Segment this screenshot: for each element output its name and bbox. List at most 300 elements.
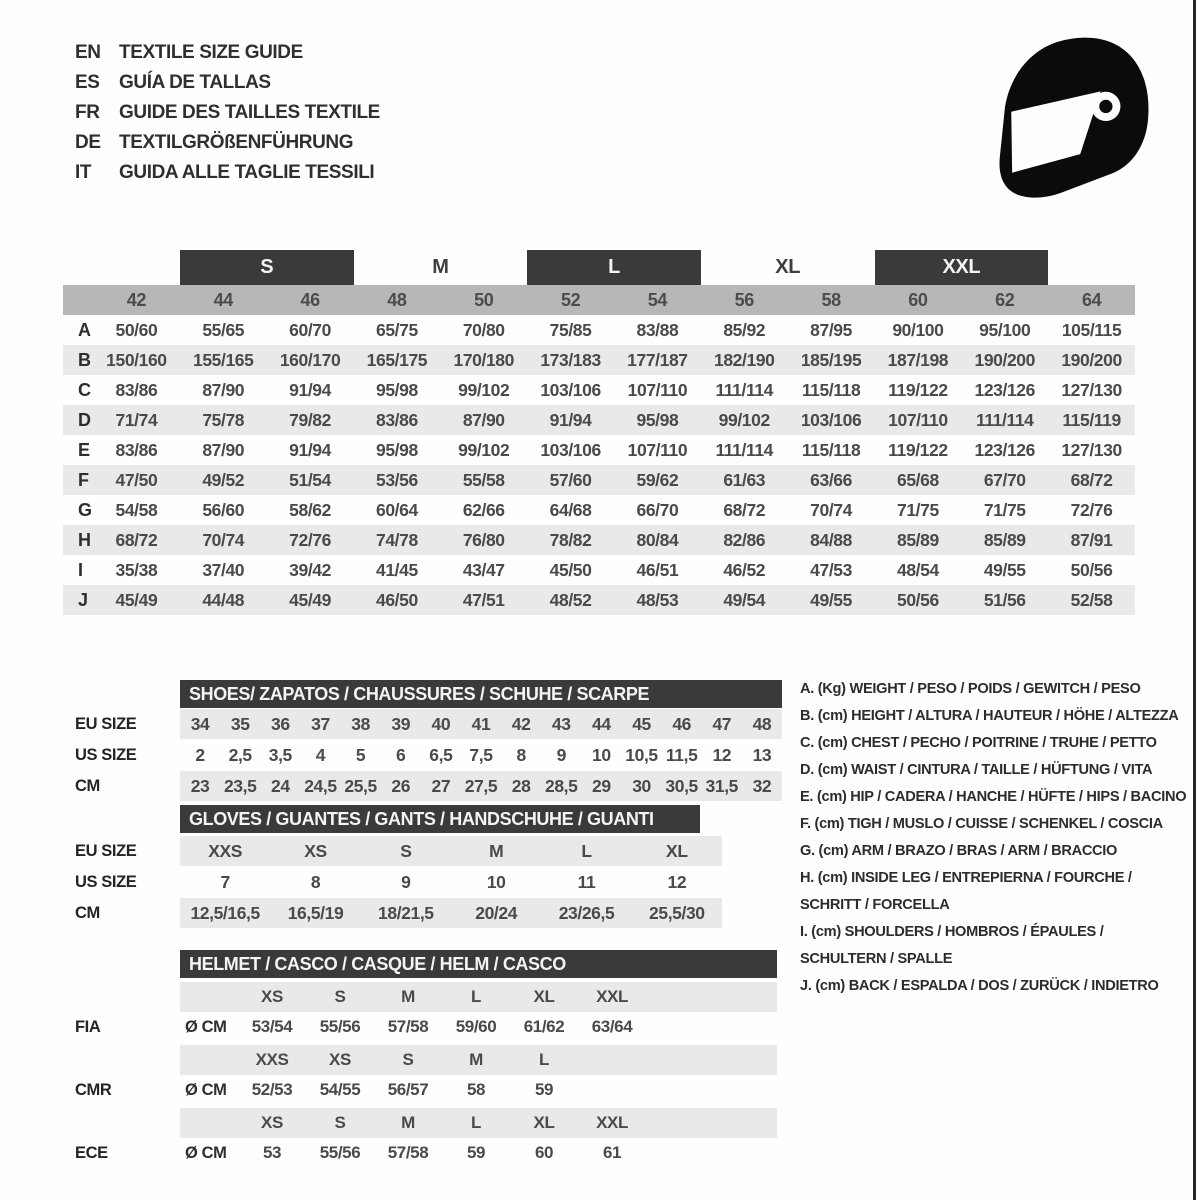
size-value: 65/68 <box>897 470 939 490</box>
numeric-size: 62 <box>995 290 1015 310</box>
measurement-row <box>63 405 1135 435</box>
row-label: J <box>78 590 88 610</box>
size-value: 165/175 <box>366 350 428 370</box>
size-value: 115/119 <box>1062 410 1121 430</box>
size-value: 58/62 <box>289 500 331 520</box>
language-title-block <box>75 38 380 188</box>
size-value: 45/49 <box>115 590 158 610</box>
row-label: US SIZE <box>75 746 137 764</box>
measurement-row <box>63 345 1135 375</box>
glove-size-value: S <box>400 841 412 861</box>
helmet-size-label: L <box>539 1050 549 1069</box>
size-value: 91/94 <box>549 410 592 430</box>
measurement-row <box>63 555 1135 585</box>
shoe-size-value: 30,5 <box>665 776 698 796</box>
size-value: 49/55 <box>810 590 852 610</box>
size-value: 95/98 <box>376 380 418 400</box>
size-value: 84/88 <box>810 530 852 550</box>
size-value: 76/80 <box>462 530 505 550</box>
shoe-size-value: 28,5 <box>545 776 578 796</box>
diameter-unit: Ø CM <box>185 1144 227 1162</box>
ece-sizes-row <box>180 1108 777 1138</box>
size-value: 99/102 <box>458 380 510 400</box>
size-value: 60/70 <box>289 320 331 340</box>
language-row <box>75 98 380 128</box>
shoe-size-value: 10 <box>592 745 611 765</box>
numeric-size-spacer <box>63 285 93 315</box>
size-value: 48/53 <box>636 590 679 610</box>
diameter-unit: Ø CM <box>185 1081 227 1099</box>
helmet-size-label: L <box>471 987 481 1006</box>
legend-line: J. (cm) BACK / ESPALDA / DOS / ZURÜCK / INDIETRO <box>800 978 1159 994</box>
row-label: E <box>78 440 90 460</box>
shoe-size-value: 2,5 <box>228 745 252 765</box>
size-value: 49/55 <box>983 560 1026 580</box>
glove-size-value: 7 <box>220 872 230 892</box>
shoe-size-value: 44 <box>592 714 611 734</box>
shoe-size-value: 35 <box>230 714 250 734</box>
measurement-legend <box>800 676 1198 1000</box>
row-label: CM <box>75 777 100 795</box>
size-value: 50/56 <box>897 590 939 610</box>
helmet-size-value: 52/53 <box>251 1080 293 1099</box>
glove-size-value: 16,5/19 <box>287 903 344 923</box>
size-value: 87/90 <box>202 380 245 400</box>
helmet-size-label: S <box>402 1050 414 1069</box>
cmr-values-row <box>180 1075 777 1105</box>
size-value: 82/86 <box>723 530 766 550</box>
helmet-size-value: 55/56 <box>319 1017 361 1036</box>
size-value: 35/38 <box>115 560 158 580</box>
helmet-size-value: 61/62 <box>523 1017 565 1036</box>
size-group-xl: XL <box>775 256 801 278</box>
size-value: 90/100 <box>892 320 944 340</box>
size-value: 44/48 <box>202 590 245 610</box>
row-label: I <box>78 560 83 580</box>
size-group-header <box>63 250 1135 285</box>
gloves-rows <box>63 836 722 929</box>
shoe-size-value: 12 <box>712 745 732 765</box>
size-value: 46/50 <box>376 590 418 610</box>
size-value: 87/91 <box>1070 530 1113 550</box>
ece-values-row <box>180 1138 777 1168</box>
size-value: 95/100 <box>979 320 1031 340</box>
shoes-row <box>63 740 782 770</box>
shoe-size-value: 4 <box>315 745 326 765</box>
size-value: 50/56 <box>1070 560 1113 580</box>
legend-line: SCHRITT / FORCELLA <box>800 897 950 913</box>
helmet-size-value: 54/55 <box>319 1080 361 1099</box>
glove-size-value: 11 <box>577 872 596 892</box>
row-label: D <box>78 410 91 430</box>
size-value: 74/78 <box>376 530 418 550</box>
size-value: 107/110 <box>627 440 688 460</box>
legend-line: E. (cm) HIP / CADERA / HANCHE / HÜFTE / HIPS / BACINO <box>800 789 1187 805</box>
standard-label-ece: ECE <box>75 1144 108 1162</box>
size-value: 87/90 <box>462 410 505 430</box>
size-value: 51/54 <box>289 470 331 490</box>
size-value: 111/114 <box>975 410 1034 430</box>
size-value: 72/76 <box>289 530 331 550</box>
shoe-size-value: 48 <box>752 714 772 734</box>
helmet-size-value: 60 <box>534 1143 554 1162</box>
unit-spacer <box>180 1045 238 1075</box>
size-value: 79/82 <box>289 410 331 430</box>
helmet-size-value: 53 <box>262 1143 282 1162</box>
shoe-size-value: 10,5 <box>625 745 658 765</box>
shoe-size-value: 23 <box>190 776 210 796</box>
numeric-size-row <box>63 285 1135 315</box>
helmet-size-value: 63/64 <box>591 1017 633 1036</box>
size-value: 170/180 <box>453 350 514 370</box>
size-value: 67/70 <box>983 470 1026 490</box>
size-value: 60/64 <box>376 500 418 520</box>
shoe-size-value: 13 <box>752 745 772 765</box>
helmet-size-label: XS <box>329 1050 351 1069</box>
measurement-row <box>63 465 1135 495</box>
size-value: 66/70 <box>636 500 679 520</box>
size-value: 83/88 <box>636 320 679 340</box>
shoe-size-value: 7,5 <box>469 745 493 765</box>
helmet-size-value: 61 <box>602 1143 622 1162</box>
size-value: 53/56 <box>376 470 418 490</box>
shoe-size-value: 31,5 <box>705 776 739 796</box>
glove-size-value: 12 <box>667 872 687 892</box>
helmet-size-label: M <box>401 987 415 1006</box>
page-edge-line <box>1193 0 1196 1200</box>
shoe-size-value: 42 <box>511 714 531 734</box>
size-value: 45/50 <box>549 560 592 580</box>
size-value: 39/42 <box>289 560 331 580</box>
size-value: 78/82 <box>549 530 592 550</box>
glove-size-value: 18/21,5 <box>378 903 434 923</box>
size-value: 70/74 <box>810 500 852 520</box>
size-value: 95/98 <box>636 410 679 430</box>
size-value: 123/126 <box>974 380 1035 400</box>
measurement-row <box>63 375 1135 405</box>
measurement-row <box>63 525 1135 555</box>
measurement-row <box>63 585 1135 615</box>
size-value: 72/76 <box>1070 500 1113 520</box>
helmet-size-table <box>63 950 777 1170</box>
glove-size-value: XL <box>666 841 688 861</box>
gloves-row <box>63 867 722 897</box>
row-label: C <box>78 380 91 400</box>
helmet-size-value: 57/58 <box>387 1017 429 1036</box>
size-value: 46/52 <box>723 560 766 580</box>
gloves-row <box>63 836 722 866</box>
numeric-size: 44 <box>213 290 233 310</box>
helmet-size-label: XL <box>533 987 555 1006</box>
size-value: 65/75 <box>376 320 418 340</box>
shoe-size-value: 41 <box>471 714 491 734</box>
numeric-size: 48 <box>387 290 407 310</box>
shoe-size-value: 27 <box>431 776 451 796</box>
size-value: 95/98 <box>376 440 418 460</box>
numeric-size: 60 <box>908 290 928 310</box>
diameter-unit: Ø CM <box>185 1018 227 1036</box>
size-value: 49/52 <box>202 470 245 490</box>
size-value: 51/56 <box>983 590 1026 610</box>
size-value: 71/74 <box>115 410 158 430</box>
shoe-size-value: 32 <box>752 776 772 796</box>
row-label: US SIZE <box>75 873 137 891</box>
racing-helmet-icon <box>983 33 1158 201</box>
size-group-l: L <box>527 250 701 285</box>
numeric-size: 56 <box>734 290 754 310</box>
language-title: GUIDE DES TAILLES TEXTILE <box>119 102 380 123</box>
shoe-size-value: 25,5 <box>344 776 377 796</box>
helmet-size-value: 56/57 <box>387 1080 429 1099</box>
shoe-size-value: 39 <box>391 714 411 734</box>
language-code: DE <box>75 132 101 153</box>
size-value: 127/130 <box>1061 440 1122 460</box>
shoes-title-bar: SHOES/ ZAPATOS / CHAUSSURES / SCHUHE / SCARPE <box>180 680 782 708</box>
size-value: 68/72 <box>115 530 158 550</box>
size-value: 59/62 <box>636 470 679 490</box>
size-value: 75/85 <box>549 320 592 340</box>
size-value: 48/54 <box>897 560 939 580</box>
language-code: FR <box>75 102 100 123</box>
measurement-row <box>63 315 1135 345</box>
shoe-size-value: 30 <box>632 776 651 796</box>
size-value: 83/86 <box>115 380 158 400</box>
unit-spacer <box>180 1108 238 1138</box>
row-label: H <box>78 530 91 550</box>
size-value: 127/130 <box>1061 380 1122 400</box>
numeric-size: 42 <box>126 290 147 310</box>
size-value: 70/80 <box>462 320 505 340</box>
size-value: 48/52 <box>549 590 592 610</box>
helmet-size-value: 59 <box>466 1143 486 1162</box>
row-label: EU SIZE <box>75 715 137 733</box>
size-value: 155/165 <box>193 350 254 370</box>
numeric-size: 50 <box>474 290 494 310</box>
size-value: 83/86 <box>376 410 418 430</box>
size-value: 63/66 <box>810 470 852 490</box>
glove-size-value: 8 <box>310 872 321 892</box>
size-value: 46/51 <box>636 560 679 580</box>
size-value: 103/106 <box>540 440 601 460</box>
legend-line: H. (cm) INSIDE LEG / ENTREPIERNA / FOURCHE / <box>800 870 1132 886</box>
size-value: 111/114 <box>715 440 774 460</box>
shoe-size-value: 34 <box>190 714 210 734</box>
helmet-size-value: 55/56 <box>319 1143 361 1162</box>
glove-size-value: L <box>581 841 592 861</box>
size-value: 57/60 <box>549 470 592 490</box>
unit-spacer <box>180 982 238 1012</box>
shoe-size-value: 9 <box>556 745 566 765</box>
size-value: 37/40 <box>202 560 245 580</box>
size-value: 50/60 <box>115 320 158 340</box>
language-title: GUIDA ALLE TAGLIE TESSILI <box>119 162 375 183</box>
helmet-size-value: 59 <box>534 1080 554 1099</box>
size-value: 99/102 <box>458 440 510 460</box>
size-value: 49/54 <box>723 590 766 610</box>
shoe-size-value: 46 <box>672 714 691 734</box>
size-value: 107/110 <box>627 380 688 400</box>
size-value: 173/183 <box>540 350 601 370</box>
row-label: F <box>78 470 89 490</box>
size-value: 99/102 <box>718 410 770 430</box>
size-value: 55/58 <box>462 470 505 490</box>
size-value: 187/198 <box>887 350 949 370</box>
helmet-size-value: 58 <box>466 1080 486 1099</box>
gloves-size-table <box>63 805 722 935</box>
size-value: 177/187 <box>627 350 688 370</box>
legend-line: C. (cm) CHEST / PECHO / POITRINE / TRUHE / PETTO <box>800 735 1157 751</box>
shoe-size-value: 45 <box>632 714 651 734</box>
legend-line: D. (cm) WAIST / CINTURA / TAILLE / HÜFTUNG / VITA <box>800 762 1153 778</box>
helmet-size-label: XS <box>261 1113 283 1132</box>
numeric-size: 52 <box>560 290 581 310</box>
helmet-size-label: XL <box>533 1113 555 1132</box>
size-value: 71/75 <box>897 500 939 520</box>
size-value: 91/94 <box>289 380 331 400</box>
size-value: 85/89 <box>897 530 939 550</box>
numeric-size: 58 <box>821 290 841 310</box>
size-value: 47/50 <box>115 470 158 490</box>
language-code: ES <box>75 72 100 93</box>
shoe-size-value: 6,5 <box>429 745 453 765</box>
size-value: 61/63 <box>723 470 766 490</box>
glove-size-value: 10 <box>486 872 506 892</box>
language-title: GUÍA DE TALLAS <box>119 72 271 93</box>
size-value: 85/92 <box>723 320 766 340</box>
size-value: 119/122 <box>888 440 948 460</box>
size-value: 56/60 <box>202 500 245 520</box>
shoe-size-value: 23,5 <box>223 776 257 796</box>
helmet-size-label: L <box>471 1113 481 1132</box>
size-value: 91/94 <box>289 440 331 460</box>
size-value: 190/200 <box>974 350 1035 370</box>
legend-line: SCHULTERN / SPALLE <box>800 951 953 967</box>
shoe-size-value: 24,5 <box>304 776 337 796</box>
shoe-size-value: 36 <box>270 714 290 734</box>
size-value: 47/51 <box>462 590 505 610</box>
size-value: 52/58 <box>1070 590 1113 610</box>
size-value: 182/190 <box>714 350 775 370</box>
legend-line: G. (cm) ARM / BRAZO / BRAS / ARM / BRACCIO <box>800 843 1118 859</box>
shoe-size-value: 24 <box>270 776 290 796</box>
glove-size-value: 25,5/30 <box>649 903 705 923</box>
measurement-row <box>63 435 1135 465</box>
shoe-size-value: 11,5 <box>665 745 698 765</box>
shoe-size-value: 26 <box>391 776 411 796</box>
row-label: EU SIZE <box>75 842 137 860</box>
language-row <box>75 128 380 158</box>
size-value: 115/118 <box>801 380 861 400</box>
glove-size-value: 20/24 <box>475 903 518 923</box>
standard-label-cmr: CMR <box>75 1081 112 1099</box>
shoe-size-value: 38 <box>351 714 370 734</box>
shoe-size-value: 6 <box>396 745 406 765</box>
legend-line: B. (cm) HEIGHT / ALTURA / HAUTEUR / HÖHE / ALTEZZA <box>800 708 1179 724</box>
shoe-size-value: 40 <box>431 714 451 734</box>
shoe-size-value: 8 <box>516 745 526 765</box>
glove-size-value: 12,5/16,5 <box>190 903 260 923</box>
size-value: 75/78 <box>202 410 245 430</box>
row-label: CM <box>75 904 100 922</box>
shoes-row <box>63 709 782 739</box>
fia-sizes-row <box>180 982 777 1012</box>
helmet-size-label: S <box>334 1113 346 1132</box>
size-value: 123/126 <box>974 440 1035 460</box>
language-title: TEXTILGRÖßENFÜHRUNG <box>119 132 354 153</box>
size-value: 85/89 <box>983 530 1026 550</box>
shoe-size-value: 47 <box>712 714 732 734</box>
size-value: 80/84 <box>636 530 679 550</box>
shoes-rows <box>63 709 782 802</box>
language-code: EN <box>75 42 101 63</box>
shoes-size-table <box>63 680 782 802</box>
language-row <box>75 158 380 188</box>
size-group-s: S <box>180 250 354 285</box>
size-value: 160/170 <box>279 350 341 370</box>
shoe-size-value: 3,5 <box>268 745 292 765</box>
shoe-size-value: 43 <box>551 714 571 734</box>
size-value: 111/114 <box>715 380 774 400</box>
size-value: 55/65 <box>202 320 245 340</box>
helmet-size-value: 59/60 <box>455 1017 497 1036</box>
shoes-row <box>63 771 782 801</box>
size-value: 83/86 <box>115 440 158 460</box>
size-value: 190/200 <box>1061 350 1122 370</box>
size-value: 115/118 <box>801 440 861 460</box>
fia-values-row <box>180 1012 777 1042</box>
size-group-xxl: XXL <box>875 250 1049 285</box>
measurement-rows <box>63 315 1135 615</box>
gloves-title-bar: GLOVES / GUANTES / GANTS / HANDSCHUHE / GUANTI <box>180 805 700 833</box>
row-label: B <box>78 350 91 370</box>
size-group-m: M <box>432 256 449 278</box>
helmet-size-label: M <box>469 1050 483 1069</box>
shoe-size-value: 27,5 <box>464 776 498 796</box>
row-label: A <box>78 320 91 340</box>
size-value: 70/74 <box>202 530 245 550</box>
shoe-size-value: 28 <box>511 776 531 796</box>
legend-line: F. (cm) TIGH / MUSLO / CUISSE / SCHENKEL / COSCIA <box>800 816 1163 832</box>
size-value: 119/122 <box>888 380 948 400</box>
size-value: 47/53 <box>810 560 852 580</box>
language-title: TEXTILE SIZE GUIDE <box>119 42 303 63</box>
measurement-row <box>63 495 1135 525</box>
size-value: 107/110 <box>888 410 948 430</box>
helmet-title-bar: HELMET / CASCO / CASQUE / HELM / CASCO <box>180 950 777 978</box>
main-size-table <box>63 250 1135 615</box>
size-value: 71/75 <box>983 500 1026 520</box>
size-value: 45/49 <box>289 590 331 610</box>
helmet-size-label: XS <box>261 987 283 1006</box>
size-value: 54/58 <box>115 500 158 520</box>
size-value: 185/195 <box>800 350 862 370</box>
legend-line: A. (Kg) WEIGHT / PESO / POIDS / GEWITCH / PESO <box>800 681 1141 697</box>
size-value: 43/47 <box>462 560 505 580</box>
size-value: 41/45 <box>376 560 418 580</box>
helmet-size-label: M <box>401 1113 415 1132</box>
shoe-size-value: 5 <box>355 745 366 765</box>
standard-label-fia: FIA <box>75 1018 101 1036</box>
language-row <box>75 68 380 98</box>
size-value: 105/115 <box>1061 320 1122 340</box>
helmet-size-label: XXL <box>596 1113 628 1132</box>
size-value: 87/95 <box>810 320 852 340</box>
legend-line: I. (cm) SHOULDERS / HOMBROS / ÉPAULES / <box>800 924 1104 940</box>
numeric-size: 64 <box>1081 290 1102 310</box>
language-row <box>75 38 380 68</box>
helmet-size-label: S <box>334 987 346 1006</box>
size-value: 103/106 <box>800 410 862 430</box>
